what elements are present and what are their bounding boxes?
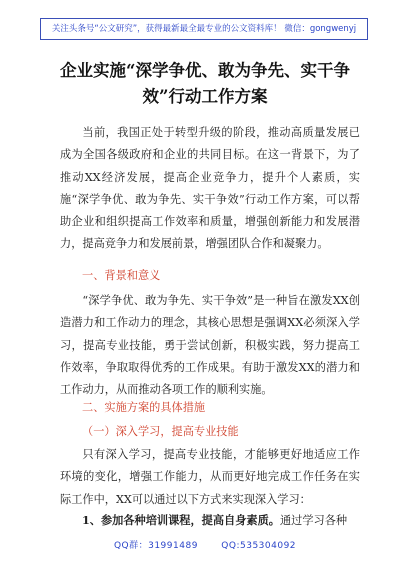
footer-qq: QQ:535304092 [221,541,297,551]
subsection1-paragraph: 只有深入学习，提高专业技能，才能够更好地适应工作环境的变化，增强工作能力，从而更好地完成工作任务在实际工作中，XX可以通过以下方式来实现深入学习： [60,448,360,506]
subsection-heading-learning: （一）深入学习，提高专业技能 [82,425,239,438]
section-heading-background: 一、背景和意义 [82,269,161,282]
section1-paragraph: “深学争优、敢为争先、实干争效”是一种旨在激发XX创造潜力和工作动力的理念，其核心思想是强调XX必须深入学习，提高专业技能，勇于尝试创新，积极实践，努力提高工作效率，争取取得优秀的工作成果。有助于激发XX的潜力和工作动力，从而推动各项工作的顺利实施。 [60,294,360,397]
item1-rest-text: 通过学习各种 [279,514,348,527]
footer-qq-group: QQ群：31991489 [113,541,198,551]
section-heading-measures: 二、实施方案的具体措施 [82,401,206,414]
document-title: 企业实施“深学争优、敢为争先、实干争效”行动工作方案 [60,61,350,106]
item1-line [82,510,362,531]
item1-bold-text: 1、参加各种培训课程，提高自身素质。 [82,513,280,527]
intro-paragraph: 当前，我国正处于转型升级的阶段，推动高质量发展已成为全国各级政府和企业的共同目标。在这一背景下，为了推动XX经济发展，提高企业竞争力，提升个人素质，实施“深学争优、敢为争先、实干争效”行动工作方案，可以帮助企业和组织提高工作效率和质量，增强创新能力和发展潜力，提高竞争力和发展前景，增强团队合作和凝聚力。 [60,126,360,251]
footer-contact [40,538,370,551]
promo-banner: 关注头条号“公文研究”，获得最新最全最专业的公文资料库！ 微信：gongwenyj [40,18,368,40]
